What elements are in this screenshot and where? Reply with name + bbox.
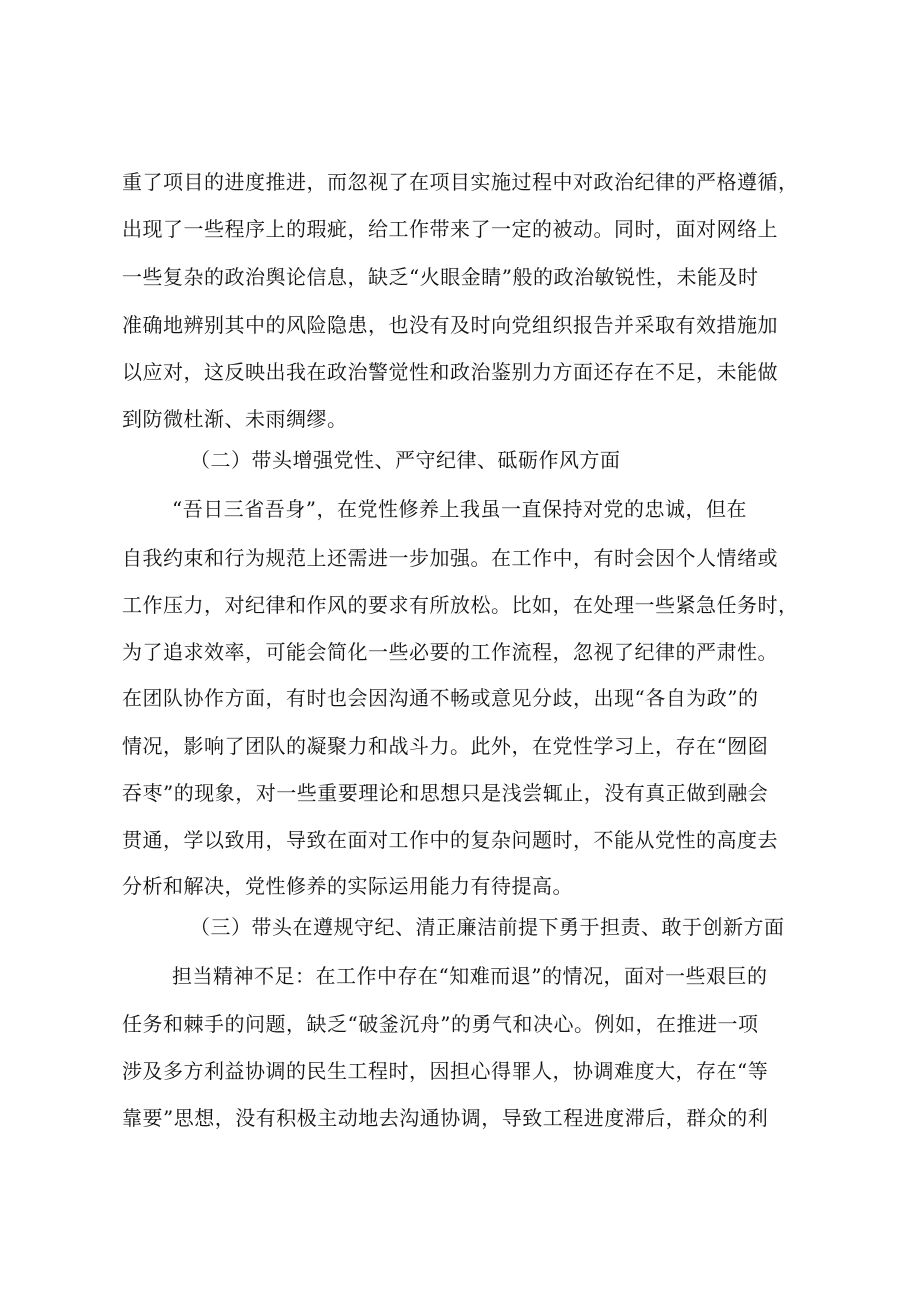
- paragraph-line: 一些复杂的政治舆论信息，缺乏“火眼金睛”般的政治敏锐性，未能及时: [122, 265, 759, 289]
- paragraph-line: 为了追求效率，可能会简化一些必要的工作流程，忽视了纪律的严肃性。: [122, 640, 778, 664]
- section-heading-2: （二）带头增强党性、严守纪律、砥砺作风方面: [190, 448, 621, 472]
- paragraph-line: 重了项目的进度推进，而忽视了在项目实施过程中对政治纪律的严格遵循，: [122, 170, 799, 194]
- paragraph-line: 吞枣”的现象，对一些重要理论和思想只是浅尝辄止，没有真正做到融会: [122, 781, 769, 805]
- paragraph-line: 分析和解决，党性修养的实际运用能力有待提高。: [122, 874, 573, 898]
- paragraph-line: 情况，影响了团队的凝聚力和战斗力。此外，在党性学习上，存在“囫囵: [122, 734, 769, 758]
- paragraph-line: 出现了一些程序上的瑕疵，给工作带来了一定的被动。同时，面对网络上: [122, 217, 778, 241]
- paragraph-line: 以应对，这反映出我在政治警觉性和政治鉴别力方面还存在不足，未能做: [122, 360, 778, 384]
- paragraph-line: 工作压力，对纪律和作风的要求有所放松。比如，在处理一些紧急任务时，: [122, 593, 799, 617]
- paragraph-line: 到防微杜渐、未雨绸缪。: [122, 407, 348, 431]
- paragraph-line: 自我约束和行为规范上还需进一步加强。在工作中，有时会因个人情绪或: [122, 546, 778, 570]
- paragraph-line: 担当精神不足：在工作中存在“知难而退”的情况，面对一些艰巨的: [172, 964, 768, 988]
- paragraph-line: 贯通，学以致用，导致在面对工作中的复杂问题时，不能从党性的高度去: [122, 828, 778, 852]
- paragraph-line: 涉及多方利益协调的民生工程时，因担心得罪人，协调难度大，存在“等: [122, 1059, 769, 1083]
- section-heading-3: （三）带头在遵规守纪、清正廉洁前提下勇于担责、敢于创新方面: [190, 915, 785, 939]
- paragraph-line: 准确地辨别其中的风险隐患，也没有及时向党组织报告并采取有效措施加: [122, 313, 778, 337]
- paragraph-line: 任务和棘手的问题，缺乏“破釜沉舟”的勇气和决心。例如，在推进一项: [122, 1012, 759, 1036]
- paragraph-line: 在团队协作方面，有时也会因沟通不畅或意见分歧，出现“各自为政”的: [122, 686, 759, 710]
- paragraph-line: 靠要”思想，没有积极主动地去沟通协调，导致工程进度滞后，群众的利: [122, 1106, 769, 1130]
- paragraph-line: “吾日三省吾身”，在党性修养上我虽一直保持对党的忠诚，但在: [172, 497, 747, 521]
